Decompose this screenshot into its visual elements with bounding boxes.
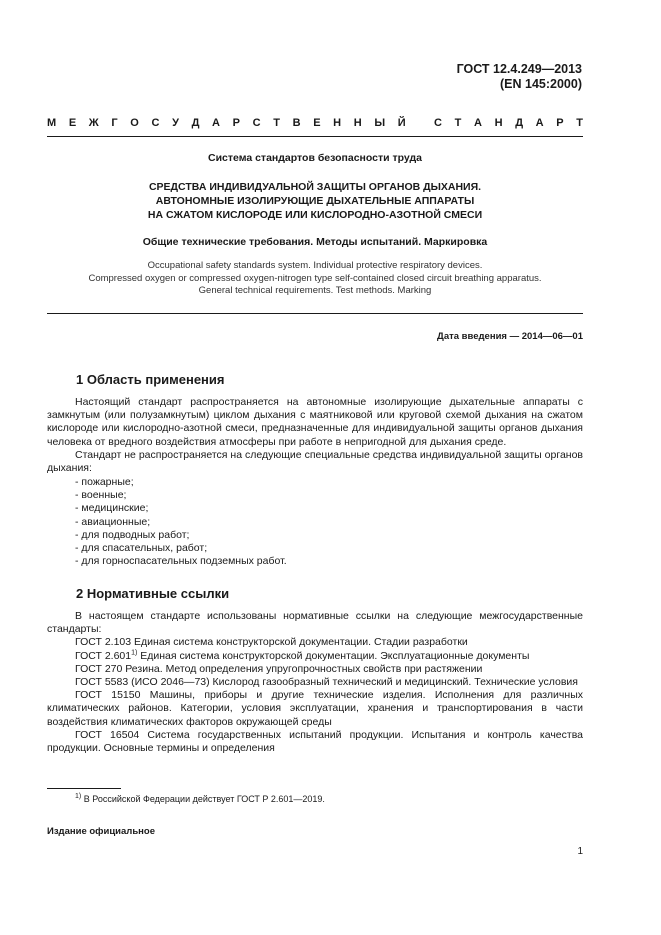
- introduction-date: Дата введения — 2014—06—01: [437, 331, 583, 342]
- top-divider: [47, 136, 583, 137]
- list-item: - для горноспасательных подземных работ.: [75, 555, 287, 568]
- reference-item: ГОСТ 270 Резина. Метод определения упругопрочностных свойств при растяжении: [75, 662, 483, 675]
- reference-item: ГОСТ 16504 Система государственных испытаний продукции. Испытания и контроль качества продукции. Основные термины и определения: [47, 728, 583, 755]
- footnote-ref: 1): [131, 649, 138, 657]
- reference-code: ГОСТ 2.601: [75, 649, 132, 662]
- section-2-heading: 2 Нормативные ссылки: [76, 586, 230, 601]
- list-item: - для подводных работ;: [75, 528, 190, 541]
- footnote: [75, 794, 325, 804]
- banner-letter: Р: [232, 117, 240, 129]
- document-title: [47, 180, 583, 222]
- banner-letter: А: [474, 117, 482, 129]
- gost-number: ГОСТ 12.4.249—2013: [456, 62, 582, 76]
- reference-text: Единая система конструкторской документации. Эксплуатационные документы: [137, 649, 530, 662]
- banner-letter: С: [434, 117, 442, 129]
- title-divider: [47, 313, 583, 314]
- english-title: [47, 260, 583, 298]
- official-edition-label: Издание официальное: [47, 826, 155, 837]
- banner-letter: Е: [313, 117, 321, 129]
- banner-letter: Ы: [374, 117, 386, 129]
- banner-letter: Ж: [88, 117, 99, 129]
- banner-letter: Д: [191, 117, 200, 129]
- footnote-divider: [47, 788, 121, 789]
- banner-letter: М: [47, 117, 57, 129]
- footnote-text: В Российской Федерации действует ГОСТ Р 2.601—2019.: [81, 794, 325, 804]
- page-number: 1: [577, 846, 583, 857]
- english-line: Occupational safety standards system. Individual protective respiratory devices.: [147, 260, 483, 271]
- banner-letter: О: [130, 117, 139, 129]
- section-1-heading: 1 Область применения: [76, 372, 225, 387]
- footnote-mark: 1): [75, 793, 82, 800]
- banner-letter: Е: [68, 117, 77, 129]
- banner-letter: Г: [111, 117, 118, 129]
- banner-gap: [418, 117, 421, 129]
- exclusions-list: [75, 476, 287, 568]
- banner-letter: В: [292, 117, 301, 129]
- banner-letter: А: [535, 117, 544, 129]
- en-number: (EN 145:2000): [500, 77, 582, 91]
- banner-letter: Н: [333, 117, 342, 129]
- banner-letter: Д: [515, 117, 524, 129]
- title-line: НА СЖАТОМ КИСЛОРОДЕ ИЛИ КИСЛОРОДНО-АЗОТНОЙ СМЕСИ: [147, 209, 483, 221]
- english-line: Compressed oxygen or compressed oxygen-nitrogen type self-contained closed circuit breathing apparatus.: [88, 272, 542, 284]
- paragraph: В настоящем стандарте использованы нормативные ссылки на следующие межгосударственные стандарты:: [47, 610, 583, 636]
- paragraph: Настоящий стандарт распространяется на автономные изолирующие дыхательные аппараты с замкнутым (или полузамкнутым) циклом дыхания с маятниковой или круговой схемой дыхания на сжатом кислороде или кислородно-азотной смеси, предназначенные для индивидуальной защиты органов дыхания человека от вредного воздействия атмосферы при работе в непригодной для дыхания среде.: [47, 396, 583, 448]
- document-code: [457, 62, 582, 92]
- banner-letter: Й: [397, 117, 406, 129]
- interstate-standard-banner: [47, 117, 583, 129]
- title-line: АВТОНОМНЫЕ ИЗОЛИРУЮЩИЕ ДЫХАТЕЛЬНЫЕ АППАРАТЫ: [155, 195, 475, 207]
- banner-letter: А: [212, 117, 220, 129]
- reference-item: ГОСТ 15150 Машины, приборы и другие технические изделия. Исполнения для различных климатических районов. Категории, условия эксплуатации, хранения и транспортирования в части воздействия климатических факторов окружающей среды: [47, 689, 583, 728]
- title-line: СРЕДСТВА ИНДИВИДУАЛЬНОЙ ЗАЩИТЫ ОРГАНОВ ДЫХАНИЯ.: [148, 181, 482, 193]
- reference-item: ГОСТ 2.103 Единая система конструкторской документации. Стадии разработки: [75, 636, 468, 649]
- banner-letter: С: [252, 117, 261, 129]
- section-1-body: [47, 396, 583, 475]
- reference-item: [47, 650, 583, 663]
- list-item: - для спасательных, работ;: [75, 542, 208, 555]
- reference-item: ГОСТ 5583 (ИСО 2046—73) Кислород газообразный технический и медицинский. Технические условия: [75, 676, 578, 689]
- paragraph: Стандарт не распространяется на следующие специальные средства индивидуальной защиты органов дыхания:: [47, 448, 583, 475]
- system-title: Система стандартов безопасности труда: [207, 152, 423, 164]
- banner-letter: Н: [494, 117, 503, 129]
- banner-letter: Т: [454, 117, 462, 129]
- banner-letter: С: [151, 117, 160, 129]
- banner-letter: Р: [556, 117, 564, 129]
- list-item: - пожарные;: [75, 476, 134, 488]
- banner-letter: Н: [353, 117, 362, 129]
- section-2-body: [47, 610, 583, 755]
- english-line: General technical requirements. Test methods. Marking: [198, 285, 432, 296]
- banner-letter: У: [172, 117, 179, 129]
- banner-letter: Т: [273, 117, 280, 129]
- list-item: - медицинские;: [75, 502, 149, 515]
- banner-letter: Т: [576, 117, 583, 129]
- document-subtitle: Общие технические требования. Методы испытаний. Маркировка: [142, 236, 488, 248]
- list-item: - авиационные;: [75, 515, 151, 528]
- list-item: - военные;: [75, 489, 127, 502]
